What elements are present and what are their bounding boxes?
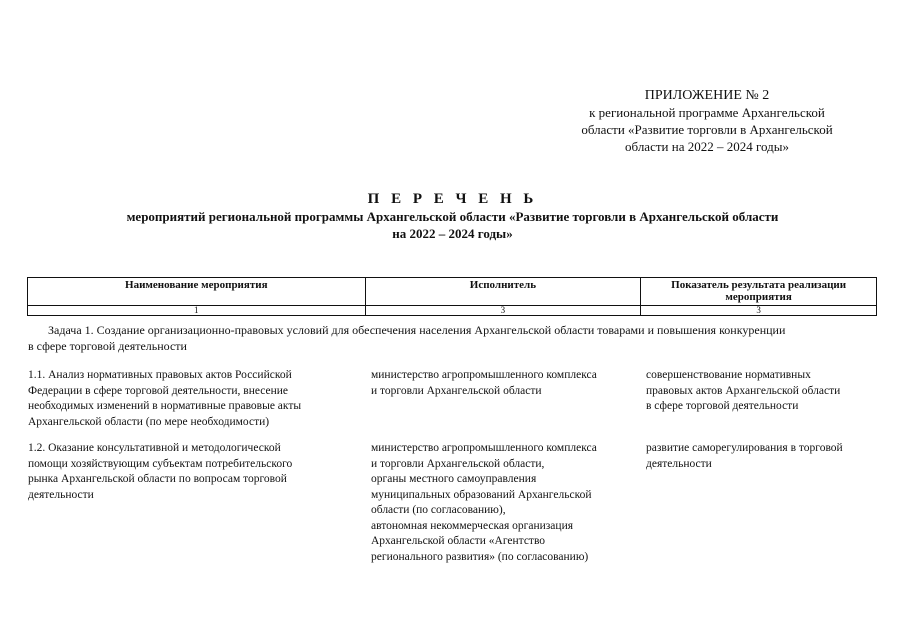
appendix-number: ПРИЛОЖЕНИЕ № 2 (644, 88, 770, 103)
column-header-indicator: Показатель результата реализации мероприятия (641, 278, 877, 306)
text-line: деятельности (28, 488, 94, 501)
column-number: 1 (28, 306, 366, 316)
text-line: и торговли Архангельской области (371, 384, 542, 397)
appendix-line: области «Развитие торговли в Архангельской (581, 122, 833, 137)
measures-table-header (27, 277, 877, 316)
measure-executor (371, 441, 646, 565)
column-number: 3 (365, 306, 641, 316)
text-line: правовых актов Архангельской области (646, 384, 841, 397)
measure-executor (371, 368, 646, 399)
text-line: помощи хозяйствующим субъектам потребительского (28, 457, 293, 470)
text-line: министерство агропромышленного комплекса (371, 369, 597, 381)
task-line: в сфере торговой деятельности (28, 339, 187, 353)
column-number: 3 (641, 306, 877, 316)
text-line: области (по согласованию), (371, 504, 506, 516)
document-subtitle-line: на 2022 – 2024 годы» (392, 226, 513, 241)
measure-name (28, 368, 348, 430)
text-line: муниципальных образований Архангельской (371, 488, 592, 501)
document-heading (0, 190, 905, 242)
measure-name (28, 441, 348, 503)
text-line: автономная некоммерческая организация (371, 519, 574, 532)
text-line: министерство агропромышленного комплекса (371, 442, 597, 454)
column-header-name: Наименование мероприятия (28, 278, 366, 306)
text-line: регионального развития» (по согласованию) (371, 550, 589, 563)
text-line: и торговли Архангельской области, (371, 457, 545, 470)
task-line: Задача 1. Создание организационно-правовых условий для обеспечения населения Архангельской области товарами и повышения конкуренции (48, 323, 786, 337)
text-line: Архангельской области «Агентство (371, 535, 546, 547)
text-line: 1.2. Оказание консультативной и методологической (28, 442, 281, 454)
text-line: необходимых изменений в нормативные правовые акты (28, 400, 302, 412)
appendix-line: области на 2022 – 2024 годы» (625, 139, 789, 154)
measure-indicator (646, 368, 878, 415)
task-heading (28, 322, 876, 354)
text-line: совершенствование нормативных (646, 369, 811, 381)
text-line: рынка Архангельской области по вопросам торговой (28, 473, 287, 485)
column-header-executor: Исполнитель (365, 278, 641, 306)
text-line: Федерации в сфере торговой деятельности, внесение (28, 384, 289, 397)
document-subtitle-line: мероприятий региональной программы Архангельской области «Развитие торговли в Архангельской области (126, 209, 779, 224)
document-title: П Е Р Е Ч Е Н Ь (367, 191, 538, 207)
text-line: в сфере торговой деятельности (646, 400, 799, 412)
measure-indicator (646, 441, 878, 472)
text-line: 1.1. Анализ нормативных правовых актов Российской (28, 369, 292, 381)
text-line: Архангельской области (по мере необходимости) (28, 415, 270, 428)
text-line: органы местного самоуправления (371, 473, 537, 485)
text-line: деятельности (646, 457, 712, 470)
appendix-block (547, 87, 867, 155)
text-line: развитие саморегулирования в торговой (646, 442, 843, 454)
appendix-line: к региональной программе Архангельской (589, 105, 825, 120)
